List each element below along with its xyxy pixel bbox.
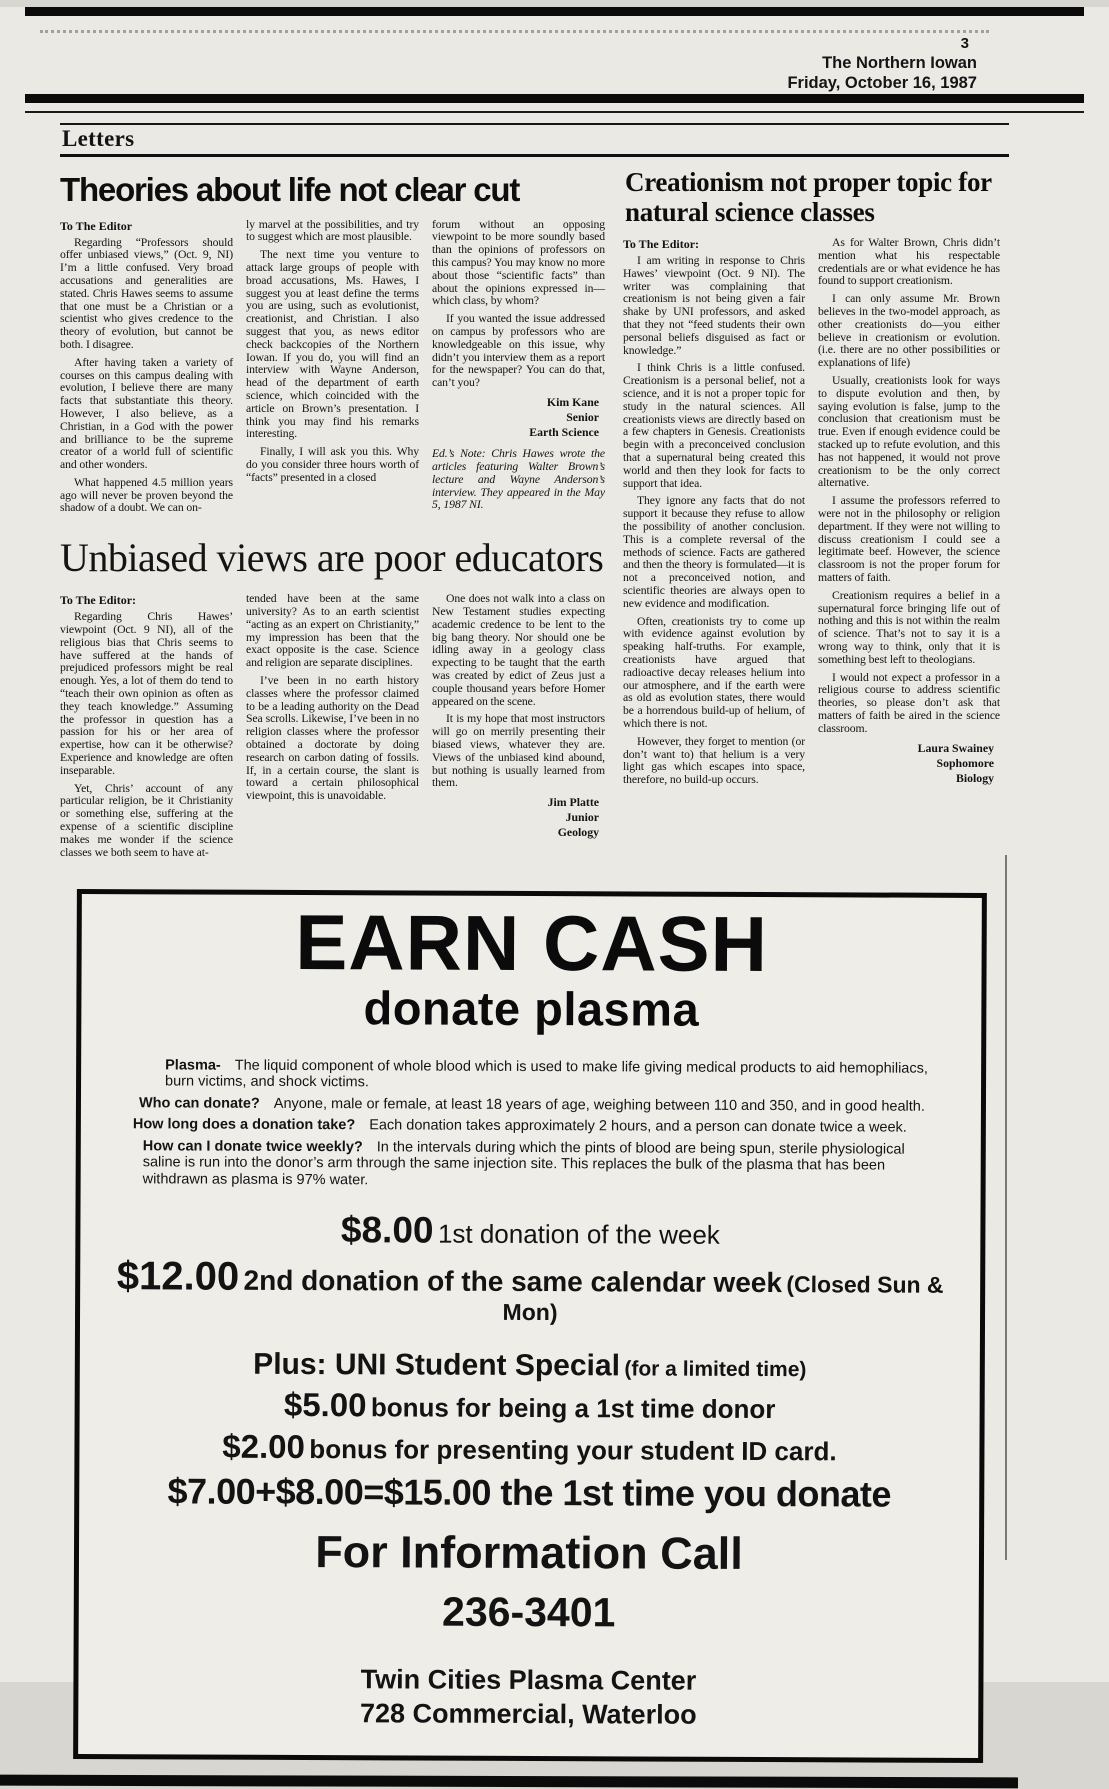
ad-student-special (85, 1347, 974, 1515)
signer-name: Jim Platte (547, 795, 599, 810)
paragraph: What happened 4.5 million years ago will never be proven beyond the shadow of a doubt. We can on- (60, 475, 233, 515)
paper-name: The Northern Iowan (822, 54, 977, 73)
article-column (60, 593, 233, 864)
bonus-amount: $2.00 (222, 1427, 305, 1465)
qa-answer: Anyone, male or female, at least 18 years of age, weighing between 110 and 350, and in good health. (273, 1095, 925, 1115)
paragraph: I assume the professors referred to were not in the philosophy or religion department. If they were not willing to discuss creationism I could see a legitimate beef. However, the science classroom is not the proper forum for matters of faith. (818, 494, 1000, 584)
special-heading: Plus: UNI Student Special (253, 1347, 621, 1383)
page-number: 3 (960, 35, 969, 52)
total-line: $7.00+$8.00=$15.00 the 1st time you donate (167, 1469, 892, 1514)
qa-answer: Each donation takes approximately 2 hours, and a person can donate twice a week. (369, 1117, 907, 1136)
signer-major: Earth Science (529, 425, 599, 440)
qa-answer: The liquid component of whole blood which is used to make life giving medical products to aid hemophiliacs, burn victims, and shock victims. (165, 1057, 928, 1091)
paragraph: forum without an opposing viewpoint to be more soundly based than the opinions of professors on this campus? You may know no more about those “scientific facts” than about the opinions expressed in—which class, by whom? (432, 217, 605, 308)
salutation: To The Editor: (60, 593, 137, 608)
article-headline: Creationism not proper topic for natural science classes (625, 166, 992, 227)
price-text: 2nd donation of the same calendar week (243, 1264, 783, 1298)
left-column-block (60, 165, 605, 877)
paragraph: However, they forget to mention (or don’t want to) that helium is a very light gas which escapes into space, therefore, no build-up occurs. (623, 734, 805, 787)
price-text: 1st donation of the week (437, 1218, 720, 1250)
paragraph: One does not walk into a class on New Testament studies expecting academic credence to be lent to the big bang theory. Nor should one be idling away in a geology class expecting to be taught that the earth was created by edict of Zeus just a couple thousand years before Homer appeared on the scene. (432, 592, 605, 708)
signer-name: Laura Swainey (917, 740, 994, 755)
article-creationism (623, 165, 1000, 877)
paragraph: I am writing in response to Chris Hawes’ viewpoint (Oct. 9 NI). The writer was complaining that creationism is not being given a fair shake by UNI professors, and asked that they not “feed students their own personal beliefs disguised as fact or knowledge.” (623, 254, 805, 357)
qa-label: Who can donate? (138, 1094, 260, 1112)
article-theories (60, 171, 605, 521)
qa-label: How can I donate twice weekly? (142, 1137, 363, 1155)
paragraph: They ignore any facts that do not support it because they refuse to allow the possibility of another conclusion. This is a complete reversal of the methods of science. Facts are gathered and then the theory is formulated—it is not a preconceived notion, and scientific theories are always open to new evidence and modification. (623, 494, 805, 610)
bonus-text: bonus for being a 1st time donor (370, 1391, 776, 1424)
masthead-rule-bar (25, 94, 1084, 103)
paragraph: ly marvel at the possibilities, and try to suggest which are most plausible. (246, 217, 419, 244)
qa-row (87, 1057, 975, 1094)
paragraph: The next time you venture to attack large groups of people with broad accusations, Ms. Hawes, I suggest you at least define the terms you are using, such as evolutionist, creationist, and Christian. I also suggest that you, as news editor check backcopies of the Northern Iowan. If you do, you will find an interview with Wayne Anderson, head of the department of earth science, which coincided with the article on Brown’s presentation. I think you may find his remarks interesting. (246, 248, 419, 441)
paragraph: Usually, creationists look for ways to dispute evolution and then, by saying evolution is false, jump to the conclusion that creationism must be true. Even if enough evidence could be stacked up to refute evolution, and this has not happened, it would not prove creationism to be the only correct alternative. (818, 373, 1000, 490)
article-unbiased (60, 534, 605, 864)
salutation: To The Editor (60, 218, 133, 233)
letter-signature (818, 741, 1000, 786)
paragraph: I would not expect a professor in a religious course to address scientific theories, so please don’t ask that matters of faith be aired in the science classroom. (818, 670, 1000, 735)
article-headline: Unbiased views are poor educators (60, 535, 604, 581)
thin-rule (25, 111, 1084, 113)
ad-headline: EARN CASH (295, 897, 769, 988)
article-column (246, 593, 419, 864)
qa-row (87, 1138, 975, 1191)
ad-qa-section (87, 1057, 976, 1191)
center-name: Twin Cities Plasma Center (360, 1663, 697, 1696)
price-amount: $8.00 (340, 1209, 434, 1251)
editors-note: Ed.’s Note: Chris Hawes wrote the articles featuring Walter Brown’s lecture and Wayne Anderson’s interview. They appeared in the May 5, 1987 NI. (432, 447, 605, 512)
newspaper-page (0, 7, 1109, 1730)
special-heading-line (86, 1347, 974, 1384)
letter-signature (432, 795, 605, 840)
bonus-text: bonus for presenting your student ID card. (309, 1433, 837, 1466)
signer-major: Biology (955, 770, 994, 785)
paragraph: If you wanted the issue addressed on campus by professors who are knowledgeable on this issue, why didn’t you interview them as a report for the newspaper? You can do that, can’t you? (432, 312, 605, 390)
paragraph: Creationism requires a belief in a supernatural force bringing life out of nothing and this is not within the realm of science. That’s not to say it is a wrong way to think, only that it is something best left to theologians. (818, 588, 1000, 666)
masthead (0, 35, 1109, 94)
qa-label: Plasma- (165, 1056, 221, 1074)
ad-prices (86, 1209, 974, 1327)
price-amount: $12.00 (116, 1253, 240, 1299)
bonus-line (85, 1428, 973, 1469)
article-column (623, 237, 805, 792)
article-column (432, 593, 605, 864)
paragraph: Yet, Chris’ account of any particular religion, be it Christianity or something else, suffering at the expense of a scientific discipline makes me wonder if the science classes we both seem to have at- (60, 781, 233, 859)
qa-row (87, 1095, 975, 1115)
paragraph: Regarding “Professors should offer unbiased views,” (Oct. 9, NI) I’m a little confused. Very broad accusations and generalities are stated. Chris Hawes seems to assume that one must be a Christian or a scientist who gives credence to the theory of evolution, but cannot be both. I disagree. (60, 235, 233, 351)
center-address: 728 Commercial, Waterloo (359, 1697, 697, 1730)
bonus-amount: $5.00 (283, 1385, 367, 1423)
paragraph: I can only assume Mr. Brown believes in the two-model approach, as other creationists do—you either believe in creationism or evolution. (i.e. there are no other possibilities or explanations of life) (818, 292, 1000, 370)
letter-signature (432, 395, 605, 440)
paragraph: Often, creationists try to come up with evidence against evolution by speaking half-truths. For example, creationists have argued that radioactive decay releases helium into our atmosphere, and if the earth were as old as evolution states, there would be a horrendous build-up of helium, of which there is not. (623, 614, 805, 730)
signer-class: Senior (566, 410, 599, 424)
qa-label: How long does a donation take? (132, 1116, 356, 1134)
paragraph: It is my hope that most instructors will go on merrily presenting their biased views, whatever they are. Views of the unbiased kind abound, but nothing is usually learned from them. (432, 712, 605, 790)
scan-edge-line (1005, 855, 1007, 1560)
price-line (86, 1209, 974, 1254)
paragraph: Finally, I will ask you this. Why do you consider three hours worth of “facts” presented in a closed (246, 445, 419, 484)
paragraph: tended have been at the same university? As to an earth scientist “acting as an expert on Christianity,” my impression has been that the exact opposite is the case. Science and religion are separate disciplines. (246, 592, 419, 670)
letters-content (60, 165, 1109, 877)
plasma-advertisement (73, 889, 987, 1763)
top-rule-bar (25, 7, 1084, 16)
article-column (60, 219, 233, 521)
signer-class: Junior (565, 810, 599, 825)
qa-answer: In the intervals during which the pints of blood are being spun, sterile physiological saline is run into the donor’s arm through the same injection site. This replaces the bulk of the plasma that has been withdrawn as plasma is 97% water. (142, 1138, 905, 1188)
price-line (86, 1254, 974, 1327)
signer-major: Geology (557, 825, 599, 840)
bottom-rule-bar (0, 1775, 1018, 1789)
phone-number: 236-3401 (442, 1588, 616, 1636)
info-call-heading: For Information Call (315, 1525, 743, 1579)
signer-class: Sophomore (936, 755, 994, 770)
letters-section-header (60, 123, 1009, 157)
special-heading-note: (for a limited time) (624, 1357, 807, 1382)
scan-smudge-line (40, 30, 989, 33)
ad-subheadline: donate plasma (363, 980, 700, 1035)
bonus-line (86, 1386, 974, 1427)
article-column (432, 219, 605, 521)
article-column (246, 219, 419, 521)
qa-row (87, 1116, 975, 1136)
paragraph: After having taken a variety of courses on this campus dealing with evolution, I believe there are many facts that substantiate this theory. However, I also believe, as a Christian, in a God with the power and brilliance to be the supreme creator of a world full of scientific and other wonders. (60, 355, 233, 472)
price-note: (Closed Sun & Mon) (502, 1270, 944, 1325)
section-title: Letters (62, 125, 135, 151)
paragraph: I’ve been in no earth history classes where the professor claimed to be a leading authority on the Dead Sea scrolls. Likewise, I’ve been in no religion classes where the professor obtained a doctorate by doing research on carbon dating of fossils. If, in a certain course, the slant is toward a certain philosophical viewpoint, this is unavoidable. (246, 674, 419, 803)
salutation: To The Editor: (623, 237, 700, 252)
article-headline: Theories about life not clear cut (60, 170, 520, 208)
signer-name: Kim Kane (546, 394, 599, 409)
paragraph: Regarding Chris Hawes’ viewpoint (Oct. 9 NI), all of the religious bias that Chris seems to have suffered at the hands of prejudiced professors might be real enough. Yes, a lot of them do tend to “teach their own opinion as often as they teach knowledge.” Assuming the professor in question has a passion for his or her area of expertise, how can it be otherwise? Experience and knowledge are often inseparable. (60, 610, 233, 777)
paragraph: I think Chris is a little confused. Creationism is a personal belief, not a science, and it is not a proper topic for study in the natural sciences. All creationists views are directly based on a few chapters in Genesis. Creationists begin with a preconceived conclusion that a supernatural being created this world and then they look for facts to support that idea. (623, 361, 805, 490)
paragraph: As for Walter Brown, Chris didn’t mention what his respectable credentials are or what evidence he has found to support creationism. (818, 236, 1000, 288)
issue-date: Friday, October 16, 1987 (787, 74, 977, 93)
article-column (818, 237, 1000, 792)
